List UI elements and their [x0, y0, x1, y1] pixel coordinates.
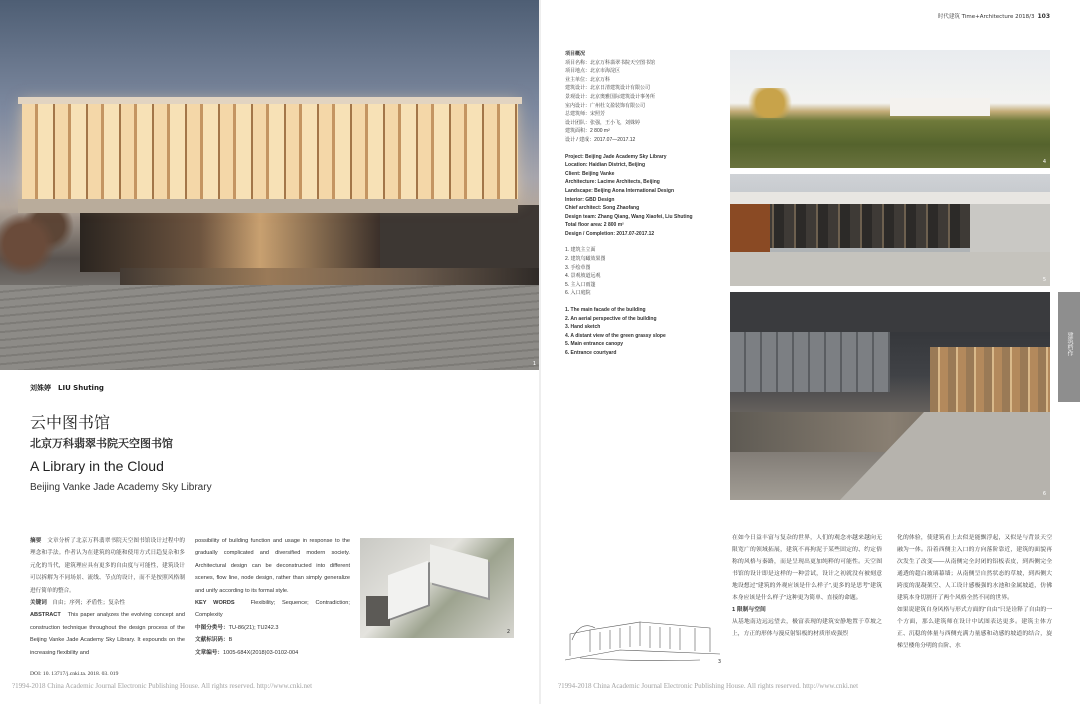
illuminated-upper-volume: [22, 101, 518, 202]
overview-cn-9: 设计 / 建成：2017.07—2017.12: [565, 136, 636, 143]
caption-cn-1: 1. 建筑主立面: [565, 247, 596, 254]
abstract-column-2: [195, 535, 350, 659]
keywords-cn: 关键词 自由；序列；矛盾性；复杂性: [30, 600, 126, 607]
overview-cn-5: 室内设计：广州杜文盈装饰有限公司: [565, 102, 646, 109]
photo-number: 6: [1042, 491, 1046, 497]
overview-en-5: Interior: GBD Design: [565, 196, 615, 203]
overview-en-3: Architecture: Lacime Architects, Beijing: [565, 179, 660, 186]
footer-copyright-left: ?1994-2018 China Academic Journal Electronic Publishing House. All rights reserved. http://www.cnki.net: [12, 682, 313, 690]
overview-cn-4: 景观设计：北京奥雅国际建筑设计事务所: [565, 93, 656, 100]
body-intro: 在如今日益丰富与复杂的世界，人们的观念亦越来越向无限宽广的领域拓展，建筑不再拘泥于某些固定的、约定俗称的风格与秦路，而是呈现出更加纯粹的可能性。天空图书馆的设计即是这样的一种尝试，设计之初就没有被刻意地设想过“建筑的外观应该是什么样子”,更多的是思考“建筑本身应该是什么样子”这种更为简单、直接的命题。: [732, 535, 882, 601]
overview-cn-8: 建筑面积：2 800 m²: [565, 128, 610, 135]
caption-cn-3: 3. 手绘草图: [565, 264, 591, 271]
overview-en-8: Total floor area: 2 800 m²: [565, 222, 624, 229]
keywords-en: KEY WORDS Flexibility; Sequence; Contradiction; Complexity: [195, 600, 350, 619]
overview-en-6: Chief architect: Song Zhaofang: [565, 205, 640, 212]
body-paragraph: 化的体验，使建筑看上去似是能飘浮起，又似是与背景天空融为一体。沿着西侧主入口的方向落阶靠近，建筑的面貌再次发生了改变——从南侧完全封闭的铝板表皮，到西侧完全通透的超白玻璃幕墙；从南侧呈自然状态的草坡，到西侧大跨度的混凝架空、人工设计感极强的水池和金属坡道，仿佛建筑本身切割开了两个风格全然不同的世界。: [897, 535, 1052, 601]
abstract-cn: 摘要 文章分析了北京万科翡翠书院天空图书馆设计过程中的理念和手法。作者认为在建筑的功能和使用方式日趋复杂和多元化的当代，建筑理应具有更多的自由度与可能性，建筑设计可以拆解为不同场景、流线、节点的设计，而不是按照风格制进行简单的整合。: [30, 538, 185, 594]
caption-cn-2: 2. 建筑鸟瞰效果图: [565, 256, 606, 263]
doi: DOI: 10. 13717/j.cnki.ta. 2018. 03. 019: [30, 671, 119, 677]
document-code: 文献标识码：B: [195, 637, 233, 644]
body-section-1: 从基地南边远远望去，极富表现的建筑安静地置于草坡之上，方正的形体与漫反射铝板的材质形成强烈: [732, 619, 882, 637]
overview-cn-2: 业主单位：北京万科: [565, 76, 611, 83]
page-number: 103: [1037, 13, 1050, 20]
project-overview: [565, 50, 725, 358]
body-column-2: [897, 532, 1052, 652]
photo-number: 5: [1042, 277, 1046, 283]
caption-cn-4: 4. 景观坡道远观: [565, 273, 601, 280]
abstract-column-1: [30, 535, 185, 659]
photo-entrance-canopy: [730, 174, 1050, 286]
roof-edge: [18, 97, 522, 104]
article-subtitle-cn: 北京万科翡翠书院天空图书馆: [30, 437, 173, 450]
footer-copyright-right: ?1994-2018 China Academic Journal Electronic Publishing House. All rights reserved. http://www.cnki.net: [558, 682, 859, 690]
photo-number: 2: [506, 629, 510, 635]
caption-cn-6: 6. 入口庭院: [565, 290, 591, 297]
article-subtitle-en: Beijing Vanke Jade Academy Sky Library: [30, 482, 212, 493]
caption-en-5: 5. Main entrance canopy: [565, 341, 624, 348]
caption-cn-5: 5. 主入口雨篷: [565, 281, 596, 288]
photo-number: 4: [1042, 159, 1046, 165]
running-header: [938, 12, 1050, 20]
caption-en-6: 6. Entrance courtyard: [565, 350, 617, 356]
classification: 中图分类号：TU-86(21); TU242.3: [195, 624, 279, 631]
article-title-cn: 云中图书馆: [30, 413, 111, 432]
abstract-en-continued: possibility of building function and usage in response to the gradually complicated and diversified modern society. Architectural design can be deconstructed into different scenes, flow line, node design, rather than simply generalize and unify according to its formal style.: [195, 538, 350, 594]
article-number: 文章编号：1005-684X(2018)03-0102-004: [195, 649, 299, 656]
photo-number: 1: [532, 361, 536, 367]
dark-wall: [355, 205, 540, 275]
overview-cn-7: 设计团队：张强，王小飞，刘姝婷: [565, 119, 641, 126]
caption-en-3: 3. Hand sketch: [565, 324, 601, 331]
hand-sketch: [560, 610, 725, 668]
overview-en-9: Design / Completion: 2017.07-2017.12: [565, 230, 655, 237]
caption-en-4: 4. A distant view of the green grassy slope: [565, 332, 666, 339]
overview-en-7: Design team: Zhang Qiang, Wang Xiaofei, Liu Shuting: [565, 213, 693, 220]
body-paragraph-b: 如果说建筑自身风格与形式方面的“自由”只是诠释了自由的一个方面，那么建筑师在设计中试图表达更多。建筑主体方正、沉稳的体量与西侧充满力量感和动感的坡道的结合，旋梯呈楼角分明的台阶、水: [897, 607, 1052, 649]
aerial-rendering: [360, 538, 514, 638]
abstract-en: ABSTRACT This paper analyzes the evolving concept and construction technique throughout the design process of the Beijing Vanke Jade Academy Sky Library. It expounds on the increasing flexibility and: [30, 612, 185, 656]
overview-en-1: Location: Haidian District, Beijing: [565, 162, 646, 169]
caption-en-1: 1. The main facade of the building: [565, 307, 646, 314]
hero-photo-library-facade: [0, 0, 540, 370]
section-tab: 建筑档作: [1058, 292, 1080, 402]
section-heading: 1 限制与空间: [732, 607, 766, 613]
overview-title: 项目概况: [565, 51, 586, 57]
overview-en-2: Client: Beijing Vanke: [565, 170, 615, 177]
right-page: [540, 0, 1080, 704]
overview-cn-1: 项目地点：北京市海淀区: [565, 68, 621, 75]
body-column-1: [732, 532, 882, 640]
hand-sketch-drawing: [560, 610, 725, 668]
overview-cn-6: 总建筑师：宋照芳: [565, 111, 606, 118]
floor-slab: [18, 199, 518, 213]
author-name: 刘姝婷 LIU Shuting: [30, 384, 104, 392]
overview-cn-0: 项目名称：北京万科翡翠书院天空图书馆: [565, 59, 656, 66]
overview-en-4: Landscape: Beijing Aona International Design: [565, 187, 674, 194]
overview-en-0: Project: Beijing Jade Academy Sky Library: [565, 153, 667, 160]
photo-number: 3: [717, 659, 721, 665]
overview-cn-3: 建筑设计：北京日清建筑设计有限公司: [565, 85, 651, 92]
caption-en-2: 2. An aerial perspective of the building: [565, 315, 657, 322]
article-title-en: A Library in the Cloud: [30, 458, 164, 474]
journal-name: 时代建筑 Time+Architecture 2018/3: [937, 14, 1035, 20]
ground-floor-glazing: [80, 212, 380, 272]
photo-entrance-courtyard: [730, 292, 1050, 500]
photo-grassy-slope: [730, 50, 1050, 168]
paved-plaza: [0, 285, 540, 370]
